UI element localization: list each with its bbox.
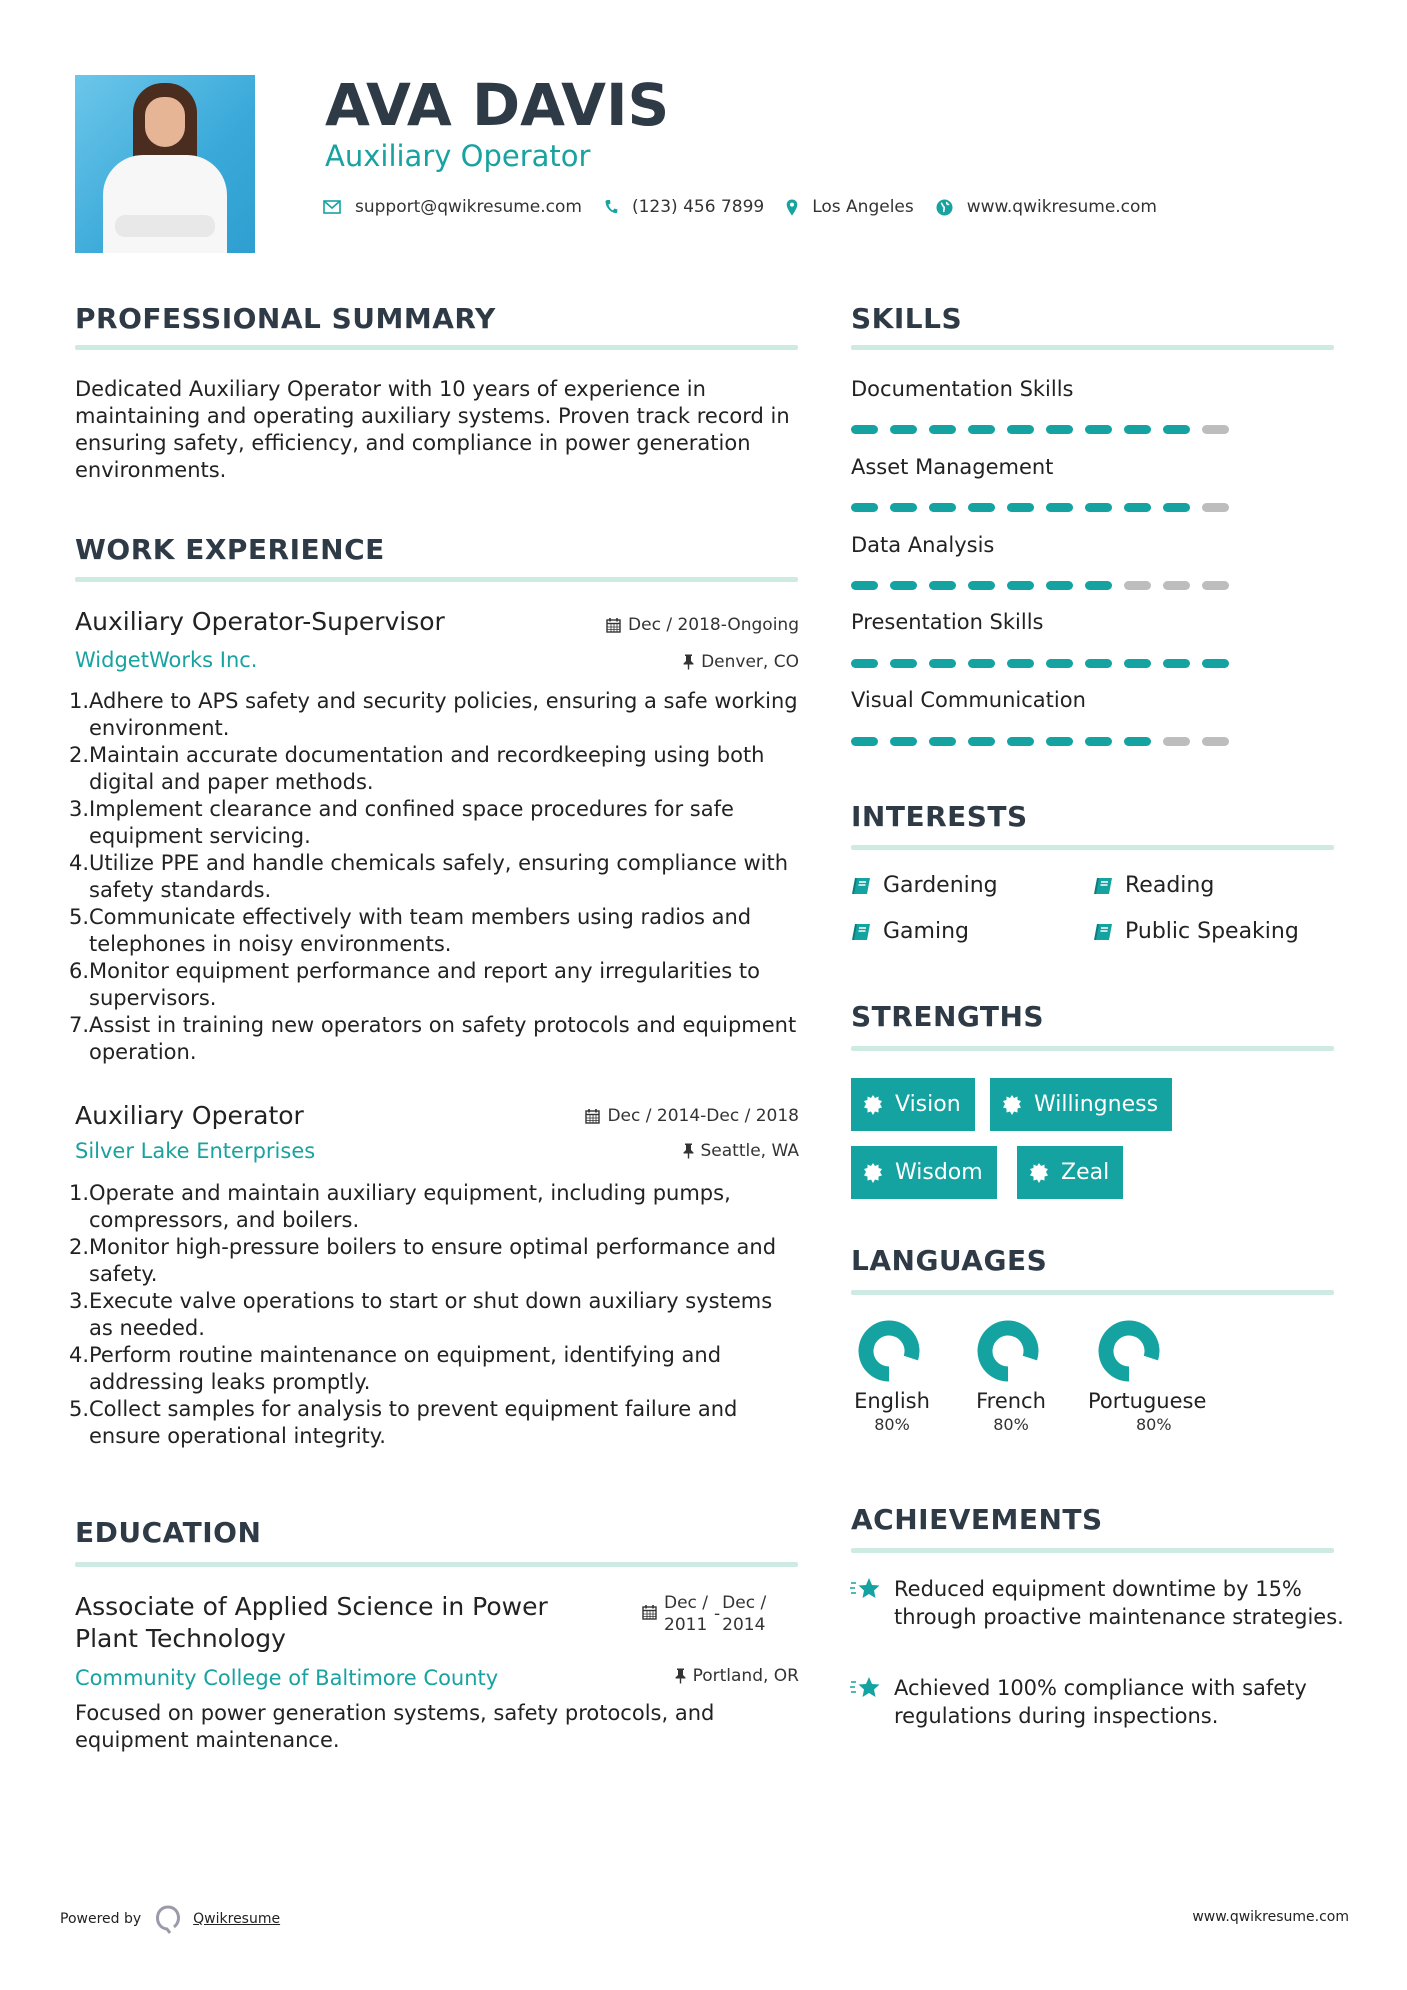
skill-dot [851, 737, 878, 746]
badge-icon [863, 1163, 883, 1183]
job-dates-text: Dec / 2014-Dec / 2018 [607, 1106, 799, 1126]
language-progress-ring [977, 1320, 1039, 1382]
footer-website[interactable]: www.qwikresume.com [1192, 1909, 1349, 1925]
skill-dot [1085, 581, 1112, 590]
skill-dot [1046, 425, 1073, 434]
badge-icon [1002, 1095, 1022, 1115]
section-divider [851, 1290, 1334, 1295]
footer-powered-by: Powered by Qwikresume [60, 1904, 280, 1934]
candidate-name: AVA DAVIS [325, 71, 670, 139]
badge-icon [863, 1095, 883, 1115]
skill-dot [1124, 425, 1151, 434]
job-dates-text: Dec / 2018-Ongoing [628, 615, 799, 635]
list-item: 2. Maintain accurate documentation and recordkeeping using both digital and paper methods. [69, 743, 765, 794]
skill-dot [1085, 659, 1112, 668]
book-icon [1093, 923, 1113, 941]
skill-dot [929, 503, 956, 512]
skill-dot [890, 659, 917, 668]
book-icon [1093, 877, 1113, 895]
work-heading: WORK EXPERIENCE [75, 533, 385, 566]
education-location [499, 1665, 799, 1687]
skill-rating [851, 425, 1241, 434]
skill-dot [1163, 581, 1190, 590]
location-text: Los Angeles [812, 197, 914, 217]
strengths-heading: STRENGTHS [851, 1000, 1045, 1033]
qwikresume-link[interactable]: Qwikresume [193, 1911, 281, 1927]
star-icon [850, 1676, 882, 1700]
skill-dot [890, 503, 917, 512]
achievement-item: Achieved 100% compliance with safety regulations during inspections. [850, 1674, 1350, 1730]
education-location-text: Portland, OR [692, 1666, 799, 1686]
company-name: WidgetWorks Inc. [75, 648, 258, 672]
skill-dot [968, 581, 995, 590]
strength-tag: Wisdom [851, 1146, 997, 1199]
education-heading: EDUCATION [75, 1516, 262, 1549]
skill-dot [968, 659, 995, 668]
summary-heading: PROFESSIONAL SUMMARY [75, 302, 496, 335]
skill-label: Presentation Skills [851, 610, 1044, 634]
skill-dot [929, 659, 956, 668]
language-item: French 80% [970, 1320, 1052, 1436]
education-dates: Dec / 2011 - Dec / 2014 [642, 1592, 766, 1636]
job-location [499, 1140, 799, 1162]
language-progress-ring [1098, 1320, 1160, 1382]
skill-dot [1007, 659, 1034, 668]
section-divider [851, 1548, 1334, 1553]
list-item: 6. Monitor equipment performance and report any irregularities to supervisors. [69, 959, 760, 1010]
skill-dot [1163, 425, 1190, 434]
section-divider [75, 1562, 798, 1567]
skill-dot [968, 425, 995, 434]
skill-dot [851, 503, 878, 512]
skill-dot [1007, 503, 1034, 512]
skill-label: Asset Management [851, 455, 1054, 479]
star-icon [850, 1577, 882, 1601]
skill-dot [968, 503, 995, 512]
interests-heading: INTERESTS [851, 800, 1028, 833]
section-divider [851, 1046, 1334, 1051]
skill-dot [1124, 581, 1151, 590]
skill-dot [1046, 581, 1073, 590]
skill-dot [890, 581, 917, 590]
contact-row [323, 194, 1179, 220]
strength-tag: Vision [851, 1078, 975, 1131]
qwikresume-logo-icon [155, 1904, 181, 1934]
list-item: 1. Adhere to APS safety and security policies, ensuring a safe working environment. [69, 689, 798, 740]
skill-dot [929, 581, 956, 590]
job-title: Auxiliary Operator-Supervisor [75, 607, 445, 636]
calendar-icon [585, 1108, 600, 1124]
achievement-item: Reduced equipment downtime by 15% through proactive maintenance strategies. [850, 1575, 1350, 1631]
interest-item: Reading [1093, 872, 1214, 900]
contact-website[interactable] [936, 197, 1157, 217]
skill-dot [1163, 659, 1190, 668]
company-name: Silver Lake Enterprises [75, 1139, 316, 1163]
website-text: www.qwikresume.com [966, 197, 1157, 217]
skill-dot [890, 737, 917, 746]
education-description: Focused on power generation systems, safety protocols, and equipment maintenance. [75, 1701, 715, 1752]
skill-dot [1163, 737, 1190, 746]
job-dates [499, 1105, 799, 1127]
skill-dot [1124, 737, 1151, 746]
skills-heading: SKILLS [851, 302, 963, 335]
skill-dot [1007, 737, 1034, 746]
skill-label: Data Analysis [851, 533, 995, 557]
language-item: English 80% [851, 1320, 933, 1436]
skill-dot [1085, 425, 1112, 434]
languages-heading: LANGUAGES [851, 1244, 1048, 1277]
list-item: 4. Utilize PPE and handle chemicals safely, ensuring compliance with safety standards. [69, 851, 789, 902]
skill-dot [1124, 659, 1151, 668]
skill-dot [1163, 503, 1190, 512]
language-item: Portuguese 80% [1088, 1320, 1228, 1436]
skill-dot [1124, 503, 1151, 512]
school-name: Community College of Baltimore County [75, 1666, 499, 1690]
job-location-text: Denver, CO [701, 652, 799, 672]
envelope-icon [323, 200, 341, 214]
skill-dot [1202, 659, 1229, 668]
job-location [499, 651, 799, 673]
contact-location [786, 197, 914, 217]
skill-dot [1202, 581, 1229, 590]
skill-dot [851, 425, 878, 434]
interest-item: Gardening [851, 872, 998, 900]
skill-dot [1202, 737, 1229, 746]
skill-dot [929, 425, 956, 434]
achievements-heading: ACHIEVEMENTS [851, 1503, 1103, 1536]
list-item: 1. Operate and maintain auxiliary equipment, including pumps, compressors, and boilers. [69, 1181, 731, 1232]
book-icon [851, 877, 871, 895]
contact-phone[interactable] [604, 197, 764, 217]
skill-rating [851, 659, 1241, 668]
skill-dot [1085, 503, 1112, 512]
list-item: 3. Execute valve operations to start or shut down auxiliary systems as needed. [69, 1289, 773, 1340]
interest-item: Public Speaking [1093, 918, 1299, 946]
skill-rating [851, 581, 1241, 590]
skill-rating [851, 503, 1241, 512]
phone-icon [604, 199, 618, 215]
candidate-title: Auxiliary Operator [325, 139, 591, 173]
pushpin-icon [675, 1668, 686, 1684]
list-item: 2. Monitor high-pressure boilers to ensure optimal performance and safety. [69, 1235, 777, 1286]
skill-dot [1202, 425, 1229, 434]
skill-dot [1202, 503, 1229, 512]
interest-item: Gaming [851, 918, 969, 946]
pushpin-icon [683, 654, 694, 670]
list-item: 4. Perform routine maintenance on equipment, identifying and addressing leaks promptly. [69, 1343, 722, 1394]
list-item: 7. Assist in training new operators on safety protocols and equipment operation. [69, 1013, 797, 1064]
skill-label: Documentation Skills [851, 377, 1074, 401]
email-text: support@qwikresume.com [355, 197, 582, 217]
job-title: Auxiliary Operator [75, 1101, 304, 1130]
section-divider [75, 577, 798, 582]
skill-dot [851, 659, 878, 668]
pushpin-icon [683, 1143, 694, 1159]
calendar-icon [606, 617, 621, 633]
skill-label: Visual Communication [851, 688, 1086, 712]
skill-dot [1007, 581, 1034, 590]
job-bullets [69, 688, 799, 1066]
skill-dot [1085, 737, 1112, 746]
degree-title: Associate of Applied Science in Power Plant Technology [75, 1592, 548, 1653]
language-progress-ring [858, 1320, 920, 1382]
job-bullets [69, 1180, 799, 1450]
globe-icon [936, 199, 953, 216]
skill-rating [851, 737, 1241, 746]
skill-dot [851, 581, 878, 590]
skill-dot [929, 737, 956, 746]
strength-tag: Zeal [1017, 1146, 1123, 1199]
job-location-text: Seattle, WA [700, 1141, 799, 1161]
list-item: 5. Collect samples for analysis to prevent equipment failure and ensure operational integrity. [69, 1397, 738, 1448]
map-marker-icon [786, 199, 798, 216]
skill-dot [968, 737, 995, 746]
section-divider [851, 845, 1334, 850]
calendar-icon [642, 1604, 657, 1620]
contact-email[interactable] [323, 197, 582, 217]
book-icon [851, 923, 871, 941]
phone-text: (123) 456 7899 [631, 197, 765, 217]
section-divider [851, 345, 1334, 350]
job-dates [499, 614, 799, 636]
skill-dot [1046, 659, 1073, 668]
section-divider [75, 345, 798, 350]
skill-dot [1046, 737, 1073, 746]
skill-dot [890, 425, 917, 434]
list-item: 3. Implement clearance and confined space procedures for safe equipment servicing. [69, 797, 734, 848]
strength-tag: Willingness [990, 1078, 1172, 1131]
skill-dot [1007, 425, 1034, 434]
profile-photo [75, 75, 255, 253]
skill-dot [1046, 503, 1073, 512]
badge-icon [1029, 1163, 1049, 1183]
summary-text: Dedicated Auxiliary Operator with 10 years of experience in maintaining and operating auxiliary systems. Proven track record in ensuring safety, efficiency, and compliance in power generation environments. [75, 377, 790, 482]
list-item: 5. Communicate effectively with team members using radios and telephones in noisy environments. [69, 905, 752, 956]
